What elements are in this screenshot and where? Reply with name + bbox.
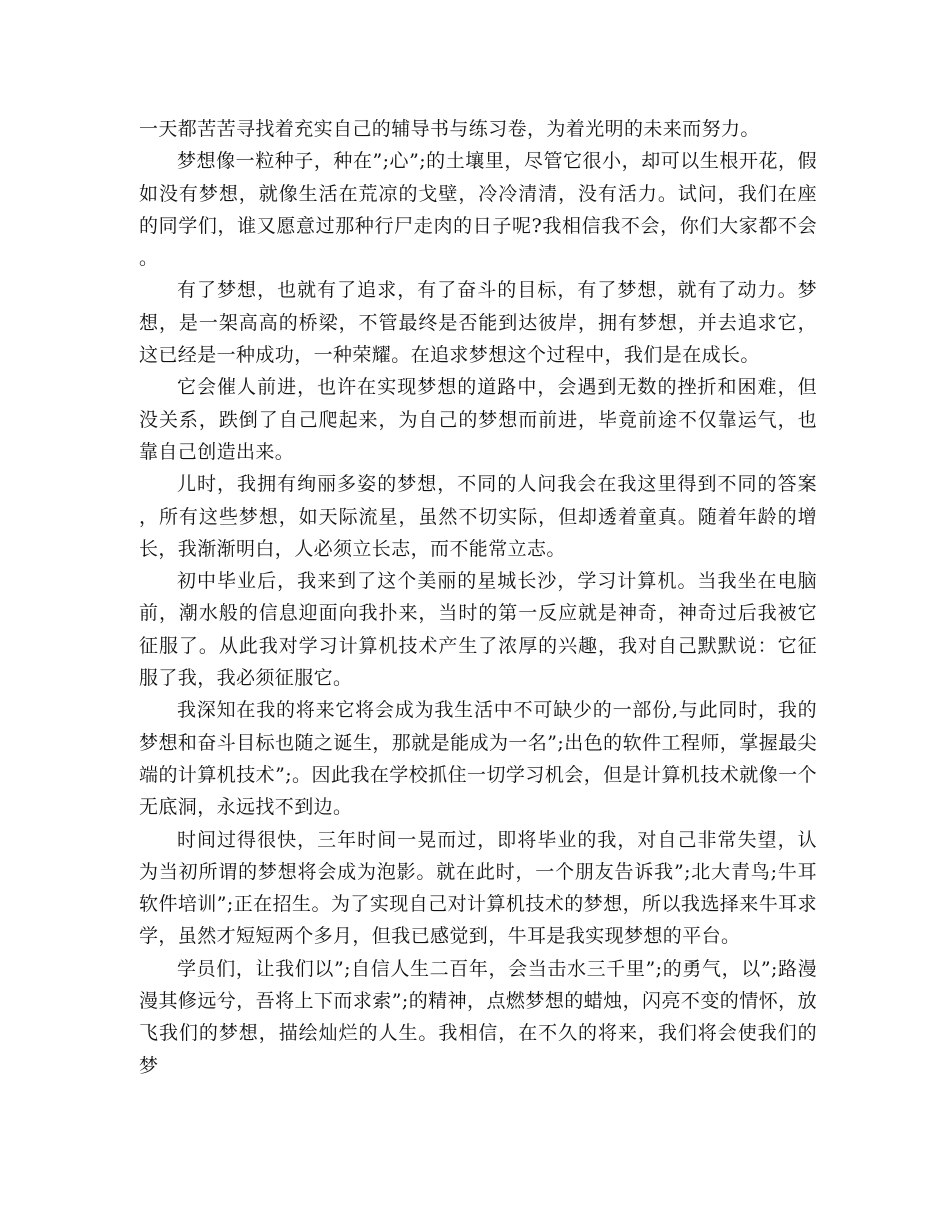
paragraph-progress: 它会催人前进，也许在实现梦想的道路中，会遇到无数的挫折和困难，但没关系，跌倒了自己爬起来，为自己的梦想而前进，毕竟前途不仅靠运气，也靠自己创造出来。	[139, 376, 817, 463]
paragraph-goal: 我深知在我的将来它将会成为我生活中不可缺少的一部份,与此同时，我的梦想和奋斗目标也随之诞生，那就是能成为一名”;出色的软件工程师，掌握最尖端的计算机技术”;。因此我在学校抓住一切学习机会，但是计算机技术就像一个无底洞，永远找不到边。	[139, 699, 817, 819]
paragraph-time: 时间过得很快，三年时间一晃而过，即将毕业的我，对自己非常失望，认为当初所谓的梦想将会成为泡影。就在此时，一个朋友告诉我”;北大青鸟;牛耳软件培训”;正在招生。为了实现自己对计算机技术的梦想，所以我选择来牛耳求学，虽然才短短两个多月，但我已感觉到，牛耳是我实现梦想的平台。	[139, 828, 817, 948]
paragraph-changsha: 初中毕业后，我来到了这个美丽的星城长沙，学习计算机。当我坐在电脑前，潮水般的信息迎面向我扑来，当时的第一反应就是神奇，神奇过后我被它征服了。从此我对学习计算机技术产生了浓厚的兴趣，我对自己默默说：它征服了我，我必须征服它。	[139, 570, 817, 690]
paragraph-seed: 梦想像一粒种子，种在”;心”;的土壤里，尽管它很小，却可以生根开花，假如没有梦想，就像生活在荒凉的戈壁，冷冷清清，没有活力。试问，我们在座的同学们，谁又愿意过那种行尸走肉的日子呢?我相信我不会，你们大家都不会。	[139, 150, 817, 270]
paragraph-students: 学员们，让我们以”;自信人生二百年，会当击水三千里”;的勇气，以”;路漫漫其修远兮，吾将上下而求索”;的精神，点燃梦想的蜡烛，闪亮不变的情怀，放飞我们的梦想，描绘灿烂的人生。我相信，在不久的将来，我们将会使我们的梦	[139, 957, 817, 1077]
paragraph-pursuit: 有了梦想，也就有了追求，有了奋斗的目标，有了梦想，就有了动力。梦想，是一架高高的桥梁，不管最终是否能到达彼岸，拥有梦想，并去追求它，这已经是一种成功，一种荣耀。在追求梦想这个过程中，我们是在成长。	[139, 279, 817, 367]
body-text	[139, 113, 817, 1082]
paragraph-continuation: 一天都苦苦寻找着充实自己的辅导书与练习卷，为着光明的未来而努力。	[139, 118, 760, 140]
paragraph-childhood: 儿时，我拥有绚丽多姿的梦想，不同的人问我会在我这里得到不同的答案，所有这些梦想，如天际流星，虽然不切实际，但却透着童真。随着年龄的增长，我渐渐明白，人必须立长志，而不能常立志。	[139, 473, 817, 560]
